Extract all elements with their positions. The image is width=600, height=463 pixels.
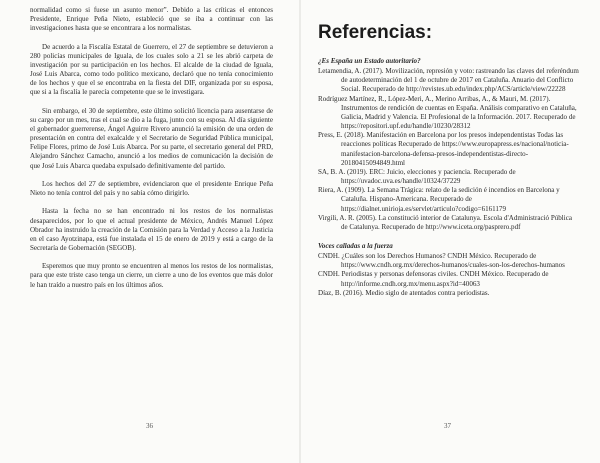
reference-entry: Press, E. (2018). Manifestación en Barcelona por los presos independentistas Todas las reacciones políticas Recuperado de https://www.europapress.es/nacional/noticia-manifestacion-barcelona-defensa-presos-independentistas-directo-20180415094849.html xyxy=(318,131,569,167)
reference-entry: Riera, A. (1909). La Semana Trágica: relato de la sedición é incendios en Barcelona y Cataluña. Hispano-Americana. Recuperado de https://dialnet.unirioja.es/servlet/articulo?codigo=6161179 xyxy=(318,186,560,213)
reference-entry: SA, B. A. (2019). ERC: Juicio, elecciones y paciencia. Recuperado de https://uvadoc.uva.es/handle/10324/37229 xyxy=(318,167,516,186)
paragraph: normalidad como si fuese un asunto menor”. Debido a las críticas el entonces Presidente, Enrique Peña Nieto, estableció que se iba a continuar con las investigaciones hasta que se encontrara a los normalistas. xyxy=(30,6,273,33)
page-number: 36 xyxy=(146,422,153,430)
references-title: Referencias: xyxy=(318,22,433,43)
right-page xyxy=(301,0,600,463)
section-heading: ¿Es España un Estado autoritario? xyxy=(318,57,421,65)
reference-entry: CNDH. ¿Cuáles son los Derechos Humanos? CNDH México. Recuperado de https://www.cndh.org.mx/derechos-humanos/cuales-son-los-derechos-humanos xyxy=(318,252,565,270)
reference-entry: CNDH. Periodistas y personas defensoras civiles. CNDH México. Recuperado de http://informe.cndh.org.mx/menu.aspx?id=40063 xyxy=(318,270,549,288)
paragraph: De acuerdo a la Fiscalía Estatal de Guerrero, el 27 de septiembre se detuvieron a 280 policías municipales de Iguala, de los cuales solo a 21 se les abrió carpeta de investigación por su participación en los hechos. El alcalde de la ciudad de Iguala, José Luis Abarca, como todo político mexicano, declaró que no tenía conocimiento de los hechos y que el se encontraba en la fiesta del DIF, organizada por su esposa, que si a la fiscalía le parecía competente que se le investigara. xyxy=(30,42,273,97)
section-heading: Voces calladas a la fuerza xyxy=(318,241,393,250)
page-number: 37 xyxy=(444,422,451,430)
references-body xyxy=(318,22,580,298)
left-page-body xyxy=(30,6,273,299)
paragraph: Los hechos del 27 de septiembre, evidenciaron que el presidente Enrique Peña Nieto no tenía control del país y no sabía cómo dirigirlo. xyxy=(30,179,273,198)
reference-entry: Virgili, A. R. (2005). La constitució interior de Catalunya. Escola d'Administració Pública de Catalunya. Recuperado de http://www.iceta.org/pasprero.pdf xyxy=(318,213,572,231)
paragraph: Sin embargo, el 30 de septiembre, este último solicitó licencia para ausentarse de su cargo por un mes, tras el cual se dio a la fuga, junto con su esposa. Al día siguiente el gobernador guerrerense, Ángel Aguirre Rivero anunció la emisión de una orden de presentación en contra del exalcalde y el Secretario de Seguridad Pública municipal, Felipe Flores, primo de José Luis Abarca. Por su parte, el secretario general del PRD, Alejandro Sánchez Camacho, anunció a los medios de comunicación la decisión de que José Luis Abarca quedaba expulsado definitivamente del partido. xyxy=(30,106,273,170)
reference-entry: Letamendia, A. (2017). Movilización, represión y voto: rastreando las claves del referéndum de autodeterminación del 1 de octubre de 2017 en Cataluña. Anuario del Conflicto Social. Recuperado de http://revistes.ub.edu/index.php/ACS/article/view/22228 xyxy=(318,67,579,94)
paragraph: Hasta la fecha no se han encontrado ni los restos de los normalistas desaparecidos, por lo que el actual presidente de México, Andrés Manuel López Obrador ha instruido la creación de la Comisión para la Verdad y Acceso a la Justicia en el caso Ayotzinapa, está fue instalada el 15 de enero de 2019 y está a cargo de la Secretaría de Gobernación (SEGOB). xyxy=(30,207,273,252)
paragraph: Esperemos que muy pronto se encuentren al menos los restos de los normalistas, para que este triste caso tenga un cierre, un cierre a uno de los eventos que más dolor le han traído a nuestro país en los últimos años. xyxy=(30,262,273,289)
reference-entry: Díaz, B. (2016). Medio siglo de atentados contra periodistas. xyxy=(318,288,490,297)
reference-entry: Rodríguez Martínez, R., López-Meri, A., Merino Arribas, A., & Mauri, M. (2017). Instrumentos de rendición de cuentas en España. Análisis comparativo en Cataluña, Galicia, Madrid y Valencia. El Profesional de la Información. 2017. Recuperado de https://repositori.upf.edu/handle/10230/28312 xyxy=(318,94,577,131)
